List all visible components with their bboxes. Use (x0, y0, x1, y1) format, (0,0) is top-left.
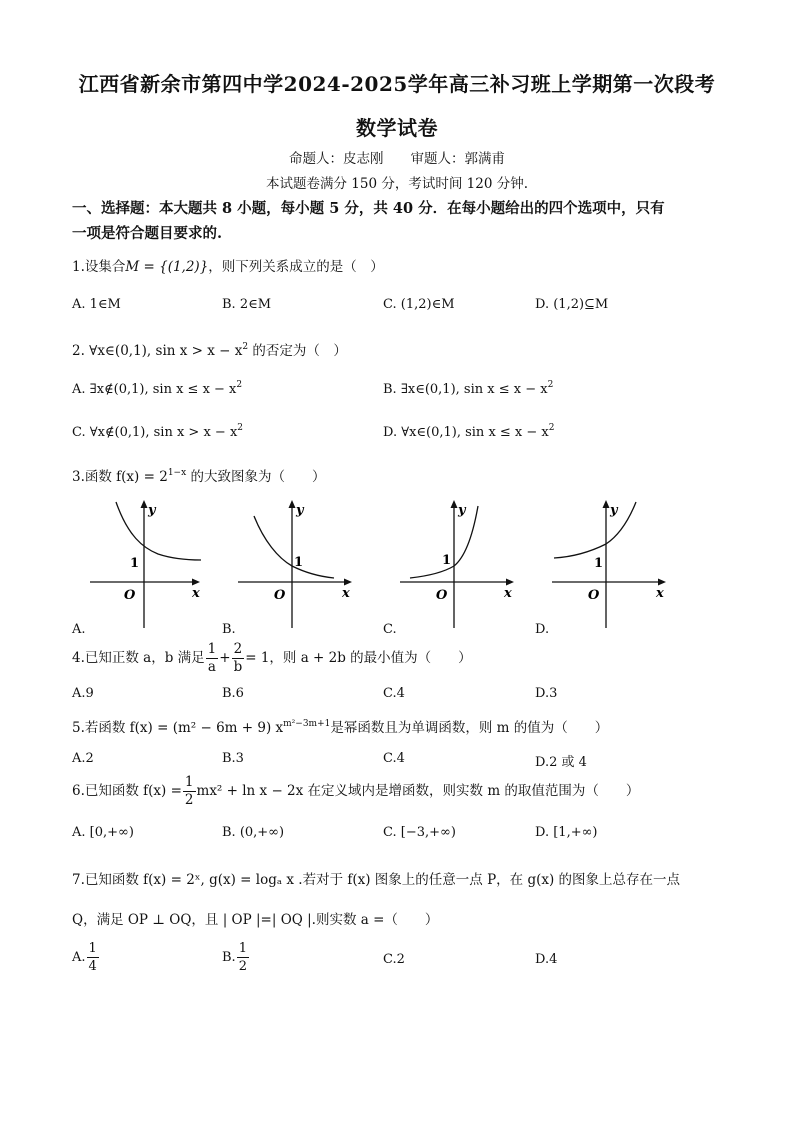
q5-stem-text-a: 5.若函数 f(x) = (m² − 6m + 9) x (72, 720, 284, 736)
axis-x-label: x (192, 586, 200, 601)
origin-label: O (124, 588, 136, 603)
q1-stem-math: M = {(1,2)} (125, 259, 209, 275)
q5-option-a: A.2 (72, 751, 94, 766)
axis-x-label: x (656, 586, 664, 601)
curve (554, 502, 636, 558)
question-5-stem (72, 716, 608, 736)
x-axis-arrow (192, 579, 200, 586)
q4-option-d: D.3 (535, 686, 558, 701)
q5-option-d: D.2 或 4 (535, 755, 587, 770)
q2-stem-exp: 2 (242, 342, 249, 352)
q3-graph-a (88, 496, 208, 631)
axis-y-label: y (296, 503, 304, 518)
question-1-stem (72, 255, 384, 275)
q3-option-d: D. (535, 622, 550, 637)
q3-graph-c (398, 496, 523, 631)
section-heading-line1: 一、选择题：本大题共 8 小题，每小题 5 分，共 40 分．在每小题给出的四个选项中，只有 (72, 200, 665, 217)
q7-option-c: C.2 (383, 952, 405, 967)
one-label: 1 (294, 555, 304, 570)
q7-a-fraction: $\frac{1}{4}$ (88, 941, 97, 974)
q6-option-a: A. [0,+∞) (72, 825, 134, 840)
q4-fraction-2: $\frac{2}{b}$ (233, 641, 243, 675)
q6-option-d: D. [1,+∞) (535, 825, 598, 840)
q3-graph-d (550, 496, 675, 631)
question-7-line1: 7.已知函数 f(x) = 2ˣ, g(x) = logₐ x .若对于 f(x) 图象上的任意一点 P，在 g(x) 的图象上总存在一点 (72, 872, 681, 888)
exam-title: 江西省新余市第四中学2024-2025学年高三补习班上学期第一次段考 (78, 72, 716, 96)
one-label: 1 (130, 556, 140, 571)
curve (116, 502, 201, 560)
origin-label: O (436, 588, 448, 603)
q3-stem-text-b: 的大致图象为（ ） (186, 469, 326, 485)
y-axis-arrow (141, 500, 148, 508)
exam-info: 本试题卷满分 150 分，考试时间 120 分钟. (266, 176, 528, 192)
q1-stem-text-a: 1.设集合 (72, 259, 126, 275)
q2-stem-text-b: 的否定为（ ） (248, 343, 347, 359)
origin-label: O (274, 588, 286, 603)
q1-stem-text-b: ，则下列关系成立的是（ ） (208, 259, 384, 275)
y-axis-arrow (603, 500, 610, 508)
exam-subtitle: 数学试卷 (356, 116, 438, 140)
q2-stem-text-a: 2. ∀x∈(0,1), sin x > x − x (72, 343, 243, 359)
axis-x-label: x (504, 586, 512, 601)
q2-option-c: C. ∀x∉(0,1), $\sin x > x - x^2$ (72, 423, 244, 440)
axis-x-label: x (342, 586, 350, 601)
q1-option-c: C. (1,2)∈M (383, 297, 455, 312)
q4-fraction-1: $\frac{1}{a}$ (207, 641, 217, 675)
q4-option-b: B.6 (222, 686, 244, 701)
q4-stem-text-b: = 1，则 a + 2b 的最小值为（ ） (245, 650, 472, 666)
q6-option-b: B. (0,+∞) (222, 825, 285, 840)
q5-stem-text-b: 是幂函数且为单调函数，则 m 的值为（ ） (330, 720, 609, 736)
q5-stem-exp: m²−3m+1 (283, 719, 331, 729)
q3-option-b: B. (222, 622, 236, 637)
axis-y-label: y (610, 503, 618, 518)
q3-option-a: A. (72, 622, 86, 637)
y-axis-arrow (451, 500, 458, 508)
q4-option-a: A.9 (72, 686, 94, 701)
q6-fraction: $\frac{1}{2}$ (184, 774, 194, 808)
q1-option-d: D. (1,2)⊆M (535, 297, 609, 312)
q5-option-c: C.4 (383, 751, 405, 766)
exam-authors: 命题人：皮志刚 审题人：郭满甫 (289, 151, 505, 167)
axis-y-label: y (148, 503, 156, 518)
q3-stem-exp: 1−x (167, 468, 187, 478)
q1-option-a: A. 1∈M (72, 297, 121, 312)
question-4-stem: 4.已知正数 a，b 满足 $\frac{1}{a}$ + $\frac{2}{b}$ = 1，则 a + 2b 的最小值为（ ） (72, 641, 472, 675)
q2-option-a: A. ∃x∉(0,1), $\sin x \le x - x^2$ (72, 380, 243, 397)
q3-option-c: C. (383, 622, 397, 637)
x-axis-arrow (658, 579, 666, 586)
q5-option-b: B.3 (222, 751, 244, 766)
q3-graph-b (236, 496, 361, 631)
q4-stem-text-a: 4.已知正数 a，b 满足 (72, 650, 205, 666)
q1-option-b: B. 2∈M (222, 297, 272, 312)
q7-option-b: B. $\frac{1}{2}$ (222, 941, 247, 974)
q6-option-c: C. [−3,+∞) (383, 825, 456, 840)
q7-option-d: D.4 (535, 952, 558, 967)
q6-stem-text-b: mx² + ln x − 2x 在定义域内是增函数，则实数 m 的取值范围为（ ） (196, 783, 640, 799)
one-label: 1 (442, 553, 452, 568)
question-7-line2: Q，满足 OP ⊥ OQ，且 | OP |=| OQ |.则实数 a =（ ） (72, 912, 439, 928)
question-2-stem (72, 339, 347, 359)
q2-option-b: B. ∃x∈(0,1), $\sin x \le x - x^2$ (383, 380, 554, 397)
y-axis-arrow (289, 500, 296, 508)
x-axis-arrow (506, 579, 514, 586)
one-label: 1 (594, 556, 604, 571)
question-6-stem (72, 774, 639, 809)
x-axis-arrow (344, 579, 352, 586)
q2-option-d: D. ∀x∈(0,1), $\sin x \le x - x^2$ (383, 423, 555, 440)
q4-option-c: C.4 (383, 686, 405, 701)
question-3-stem (72, 465, 325, 485)
section-heading-line2: 一项是符合题目要求的. (72, 225, 223, 242)
q6-stem-text-a: 6.已知函数 f(x) = (72, 783, 182, 799)
axis-y-label: y (458, 503, 466, 518)
q7-option-a: A. $\frac{1}{4}$ (72, 941, 97, 974)
q7-b-fraction: $\frac{1}{2}$ (238, 941, 247, 974)
q3-stem-text-a: 3.函数 f(x) = 2 (72, 469, 168, 485)
origin-label: O (588, 588, 600, 603)
